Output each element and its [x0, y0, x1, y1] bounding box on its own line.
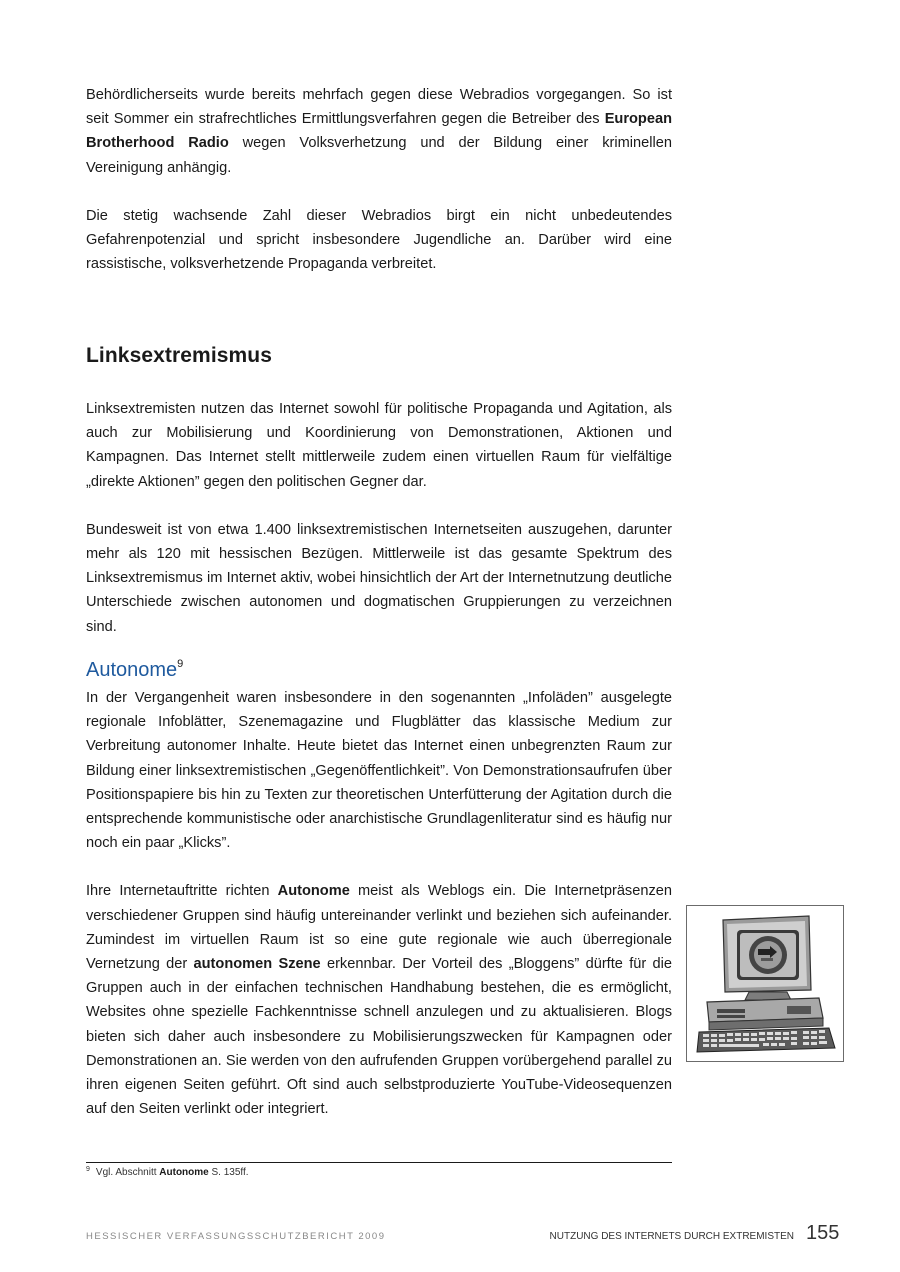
footnote: $^9$ Vgl. Abschnitt Autonome S. 135ff. — [86, 1166, 249, 1178]
section-heading: Linksextremismus — [86, 344, 273, 367]
subsection-body — [86, 686, 672, 1121]
footnote-ref: 9 — [177, 658, 184, 670]
intro-paragraph-1: Behördlicherseits wurde bereits mehrfach gegen diese Webradios vorgegangen. So ist seit Sommer ein strafrechtliches Ermittlungsverfahren gegen die Betreiber des European Brotherhood Radio wegen Volksverhetzung und der Bildung einer kriminellen Vereinigung anhängig. — [86, 87, 672, 176]
section-paragraph-2: Bundesweit ist von etwa 1.400 linksextremistischen Internetseiten auszugehen, darunter mehr als 120 mit hessischen Bezügen. Mittlerweile ist das gesamte Spektrum des Linksextremismus im Internet aktiv, wobei hinsichtlich der Art der Internetnutzung deutliche Unterschiede zwischen autonomen und dogmatischen Gruppierungen zu verzeichnen sind. — [86, 521, 672, 635]
intro-paragraph-2: Die stetig wachsende Zahl dieser Webradios birgt ein nicht unbedeutendes Gefahrenpotenzial und spricht insbesondere Jugendliche an. Darüber wird eine rassistische, volksverhetzende Propaganda verbreitet. — [86, 207, 672, 273]
computer-icon — [687, 906, 843, 1061]
term-autonome: Autonome — [277, 883, 350, 900]
subsection-paragraph-2: Ihre Internetauftritte richten Autonome meist als Weblogs ein. Die Internetpräsenzen verschiedener Gruppen sind häufig untereinander verlinkt und beziehen sich aufeinander. Zumindest im virtuellen Raum ist so eine gute regionale wie auch überregionale Vernetzung der autonomen Szene erkennbar. Der Vorteil des „Bloggens” dürfte für die Gruppen auch in der einfachen technischen Handhabung bestehen, die es ermöglicht, Websites ohne spezielle Fachkenntnisse schnell anzulegen und zu aktualisieren. Blogs bieten sich daher auch insbesondere zu Mobilisierungszwecken für Kampagnen oder Demonstrationen an. Sie werden von den aufrufenden Gruppen vorübergehend parallel zu ihren eigenen Seiten geführt. Oft sind auch selbstproduzierte YouTube-Videosequenzen auf den Seiten verlinkt oder integriert. — [86, 883, 673, 1118]
footnote-term: Autonome — [159, 1167, 209, 1178]
subsection-paragraph-1: In der Vergangenheit waren insbesondere in den sogenannten „Infoläden” ausgelegte regionale Infoblätter, Szenemagazine und Flugblätter das klassische Medium zur Verbreitung autonomer Inhalte. Heute bietet das Internet einen unbegrenzten Raum zur Bildung einer linksextremistischen „Gegenöffentlichkeit”. Von Demonstrationsaufrufen über Positionspapiere bis hin zu Texten zur theoretischen Unterfütterung der Agitation durch die entsprechende kommunistische oder anarchistische Grundlagenliteratur sind es häufig nur noch ein paar „Klicks”. — [86, 690, 672, 852]
footnote-divider — [86, 1162, 672, 1163]
radio-name: European Brotherhood Radio — [86, 111, 672, 152]
subsection-autonome — [86, 658, 672, 682]
term-autonome-szene: autonomen Szene — [193, 956, 321, 973]
subsection-heading: Autonome$^9$ — [86, 658, 184, 681]
page-number: 155 — [806, 1222, 840, 1244]
footer-chapter: NUTZUNG DES INTERNETS DURCH EXTREMISTEN — [549, 1231, 794, 1242]
footer-publication: HESSISCHER VERFASSUNGSSCHUTZBERICHT 2009 — [86, 1231, 386, 1242]
computer-illustration — [686, 905, 844, 1062]
intro-block — [86, 83, 672, 276]
section-paragraph-1: Linksextremisten nutzen das Internet sowohl für politische Propaganda und Agitation, als auch zur Mobilisierung und Koordinierung von Demonstrationen, Aktionen und Kampagnen. Das Internet stellt mittlerweile zudem einen virtuellen Raum für vielfältige „direkte Aktionen” gegen den politischen Gegner dar. — [86, 401, 672, 490]
section-linksextremismus — [86, 344, 672, 368]
section-body — [86, 397, 672, 639]
footnote-number: 9 — [86, 1166, 90, 1173]
